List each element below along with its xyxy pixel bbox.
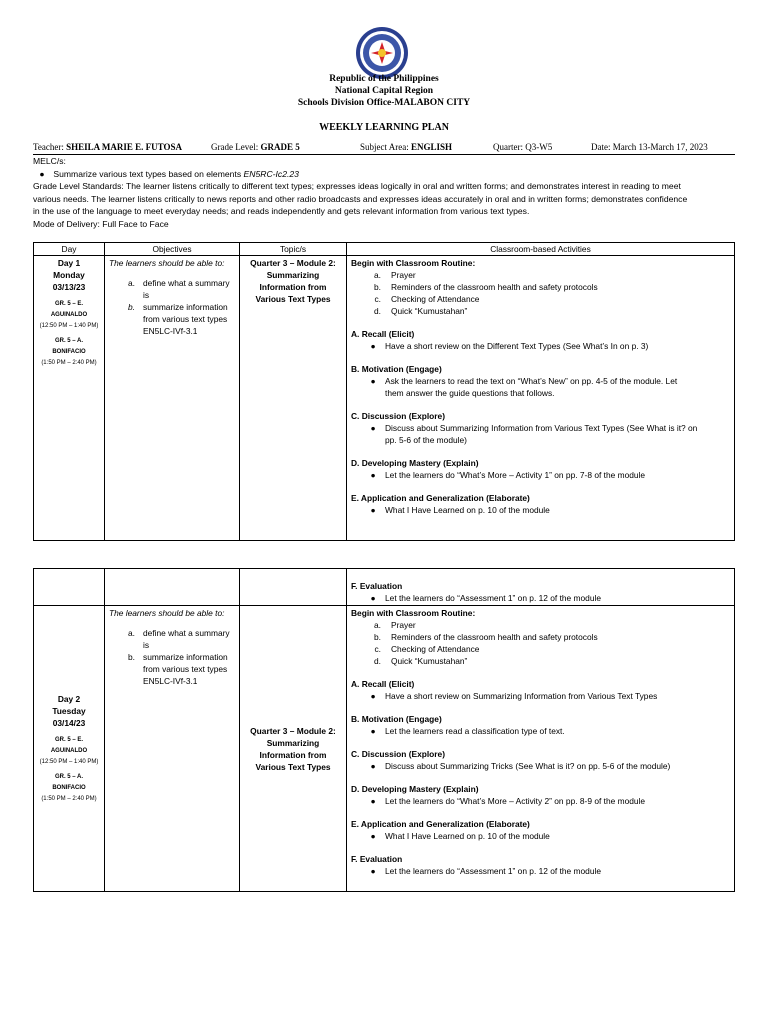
grade-value: GRADE 5 xyxy=(260,142,300,152)
gls-line-2: various needs. The learner listens critically to news reports and other radio broadcasts and expresses ideas accurately in oral and in written forms; demonstrates confidence xyxy=(33,193,688,204)
date-value: March 13-March 17, 2023 xyxy=(612,142,708,152)
gls-line-1: Grade Level Standards: The learner listens critically to different text types; expresses ideas logically in oral and written forms; and demonstrates interest in reading to meet xyxy=(33,181,681,192)
table-row-day2 xyxy=(34,606,735,892)
quarter-value: Q3-W5 xyxy=(525,142,553,152)
melc-code: EN5RC-Ic2.23 xyxy=(243,168,299,179)
teacher-field: Teacher: SHEILA MARIE E. FUTOSA xyxy=(33,142,182,152)
day1-cont-day-cell xyxy=(34,569,105,606)
grade-field: Grade Level: GRADE 5 xyxy=(211,142,300,152)
day2-cell: Day 2 Tuesday 03/14/23 GR. 5 – E. AGUINALDO (12:50 PM – 1:40 PM) GR. 5 – A. BONIFACIO (1:50 PM – 2:40 PM) xyxy=(34,606,105,892)
melc-label: MELC/s: xyxy=(33,156,66,166)
subject-field: Subject Area: ENGLISH xyxy=(360,142,453,152)
melc-item: ● Summarize various text types based on elements EN5RC-Ic2.23 xyxy=(39,168,299,179)
division-line: Schools Division Office-MALABON CITY xyxy=(297,98,471,108)
day2-topic: Quarter 3 – Module 2: Summarizing Information from Various Text Types xyxy=(240,606,347,892)
day1-activities: Begin with Classroom Routine: a. Prayer b. Reminders of the classroom health and safety protocols c. Checking of Attendance d. Quick “Kumustahan” A. Recall (Elicit) ● Have a short review on the Different Text Types (See What’s In on p. 3) B. Motivation (Engage) ● Ask the learners to read the text on “What’s New” on pp. 4-5 of the module. Let them answer the guide questions that follows. C. Discussion (Explore) ● Discuss about Summarizing Information from Various Text Types (See What is it? on pp. 5-6 of the module) D. Developing Mastery (Explain) ● Let the learners do “What’s More – Activity 1” on pp. 7-8 of the module E. Application and Generalization (Elaborate) ● What I Have Learned on p. 10 of the module xyxy=(347,256,735,541)
table-row-day1-continued xyxy=(34,569,735,606)
col-topics: Topic/s xyxy=(240,243,347,256)
deped-seal-logo xyxy=(355,26,409,80)
mode-of-delivery: Mode of Delivery: Full Face to Face xyxy=(33,218,169,229)
day1-cont-topic-cell xyxy=(240,569,347,606)
date-field: Date: March 13-March 17, 2023 xyxy=(591,142,708,152)
teacher-name: SHEILA MARIE E. FUTOSA xyxy=(66,142,182,152)
col-day: Day xyxy=(34,243,105,256)
day1-cont-obj-cell xyxy=(105,569,240,606)
table-header-row xyxy=(34,243,735,256)
day1-topic: Quarter 3 – Module 2: Summarizing Information from Various Text Types xyxy=(240,256,347,541)
day1-cell: Day 1 Monday 03/13/23 GR. 5 – E. AGUINALDO (12:50 PM – 1:40 PM) GR. 5 – A. BONIFACIO (1:50 PM – 2:40 PM) xyxy=(34,256,105,541)
quarter-field: Quarter: Q3-W5 xyxy=(493,142,553,152)
day1-cont-activities: F. Evaluation ● Let the learners do “Assessment 1” on p. 12 of the module xyxy=(347,569,735,606)
plan-table-day2 xyxy=(33,568,735,892)
col-activities: Classroom-based Activities xyxy=(347,243,735,256)
region-line: National Capital Region xyxy=(334,86,434,96)
table-row-day1 xyxy=(34,256,735,541)
col-objectives: Objectives xyxy=(105,243,240,256)
plan-table-day1 xyxy=(33,242,735,541)
day1-objectives: The learners should be able to: a. define what a summary is b. summarize information from various text types EN5LC-IVf-3.1 xyxy=(105,256,240,541)
intro-block xyxy=(33,155,738,231)
republic-line: Republic of the Philippines xyxy=(329,74,439,84)
subject-value: ENGLISH xyxy=(411,142,453,152)
document-title: WEEKLY LEARNING PLAN xyxy=(319,122,449,133)
day2-activities: Begin with Classroom Routine: a. Prayer b. Reminders of the classroom health and safety protocols c. Checking of Attendance d. Quick “Kumustahan” A. Recall (Elicit) ● Have a short review on Summarizing Information from Various Text Types B. Motivation (Engage) ● Let the learners read a classification type of text. C. Discussion (Explore) ● Discuss about Summarizing Tricks (See What is it? on pp. 5-6 of the module) D. Developing Mastery (Explain) ● Let the learners do “What’s More – Activity 2” on pp. 8-9 of the module E. Application and Generalization (Elaborate) ● What I Have Learned on p. 10 of the module F. Evaluation ● Let the learners do “Assessment 1” on p. 12 of the module xyxy=(347,606,735,892)
gls-line-3: in the use of the language to meet everyday needs; and reads independently and gets relevant information from various text types. xyxy=(33,206,530,217)
day2-objectives: The learners should be able to: a. define what a summary is b. summarize information from various text types EN5LC-IVf-3.1 xyxy=(105,606,240,892)
